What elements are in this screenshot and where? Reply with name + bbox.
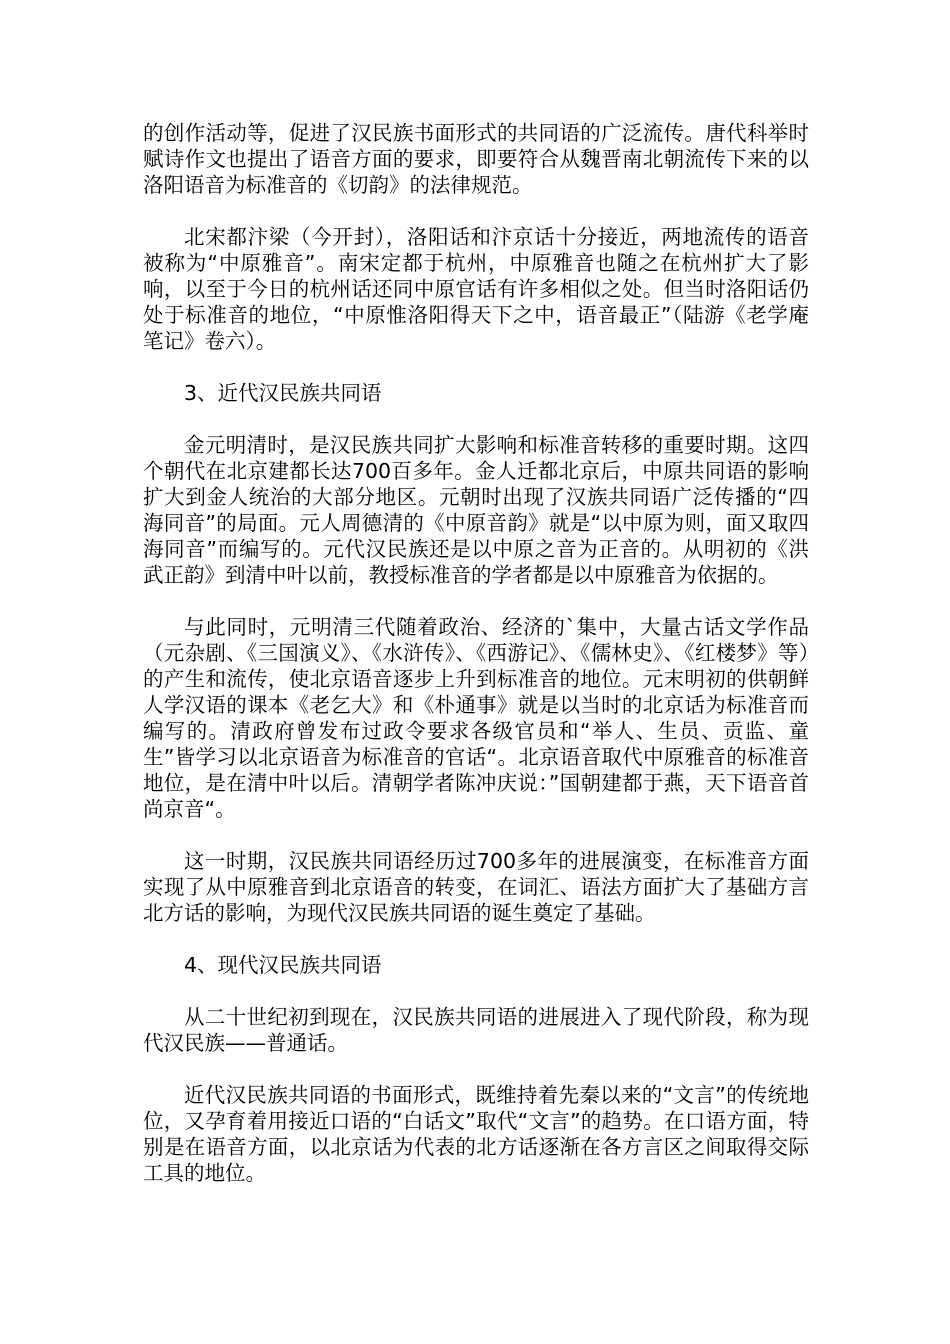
- paragraph-written-form: 近代汉民族共同语的书面形式，既维持着先秦以来的“文言”的传统地位，又孕育着用接近口语的“白话文”取代“文言”的趋势。在口语方面，特别是在语音方面，以北京话为代表的北方话逐渐在各方言区之间取得交际工具的地位。: [143, 1083, 809, 1185]
- paragraph-northern-song: 北宋都汴梁（今开封），洛阳话和汴京话十分接近，两地流传的语音被称为“中原雅音”。南宋定都于杭州，中原雅音也随之在杭州扩大了影响，以至于今日的杭州话还同中原官话有许多相似之处。但当时洛阳话仍处于标准音的地位，“中原惟洛阳得天下之中，语音最正”（陆游《老学庵笔记》卷六）。: [143, 225, 809, 353]
- paragraph-this-period: 这一时期，汉民族共同语经历过700多年的进展演变，在标准音方面实现了从中原雅音到北京语音的转变，在词汇、语法方面扩大了基础方言北方话的影响，为现代汉民族共同语的诞生奠定了基础。: [143, 849, 809, 925]
- paragraph-twentieth-century: 从二十世纪初到现在，汉民族共同语的进展进入了现代阶段，称为现代汉民族——普通话。: [143, 1005, 809, 1055]
- paragraph-jin-yuan-ming-qing: 金元明清时，是汉民族共同扩大影响和标准音转移的重要时期。这四个朝代在北京建都长达700百多年。金人迁都北京后，中原共同语的影响扩大到金人统治的大部分地区。元朝时出现了汉族共同语广泛传播的“四海同音”的局面。元人周德清的《中原音韵》就是“以中原为则，面又取四海同音”而编写的。元代汉民族还是以中原之音为正音的。从明初的《洪武正韵》到清中叶以前，教授标准音的学者都是以中原雅音为依据的。: [143, 433, 809, 587]
- paragraph-continuation: 的创作活动等，促进了汉民族书面形式的共同语的广泛流传。唐代科举时赋诗作文也提出了语音方面的要求，即要符合从魏晋南北朝流传下来的以洛阳语音为标准音的《切韵》的法律规范。: [143, 121, 809, 197]
- section-heading-3: 3、近代汉民族共同语: [184, 381, 382, 405]
- section-heading-4: 4、现代汉民族共同语: [184, 953, 382, 977]
- paragraph-meanwhile: 与此同时，元明清三代随着政治、经济的`集中，大量古话文学作品（元杂剧、《三国演义》、《水浒传》、《西游记》、《儒林史》、《红楼梦》等）的产生和流传，使北京语音逐步上升到标准音的地位。元末明初的供朝鲜人学汉语的课本《老乞大》和《朴通事》就是以当时的北京话为标准音而编写的。清政府曾发布过政令要求各级官员和“举人、生员、贡监、童生”皆学习以北京语音为标准音的官话“。北京语音取代中原雅音的标准音地位，是在清中叶以后。清朝学者陈冲庆说：”国朝建都于燕，天下语音首尚京音“。: [143, 615, 809, 821]
- document-page: [143, 120, 809, 1212]
